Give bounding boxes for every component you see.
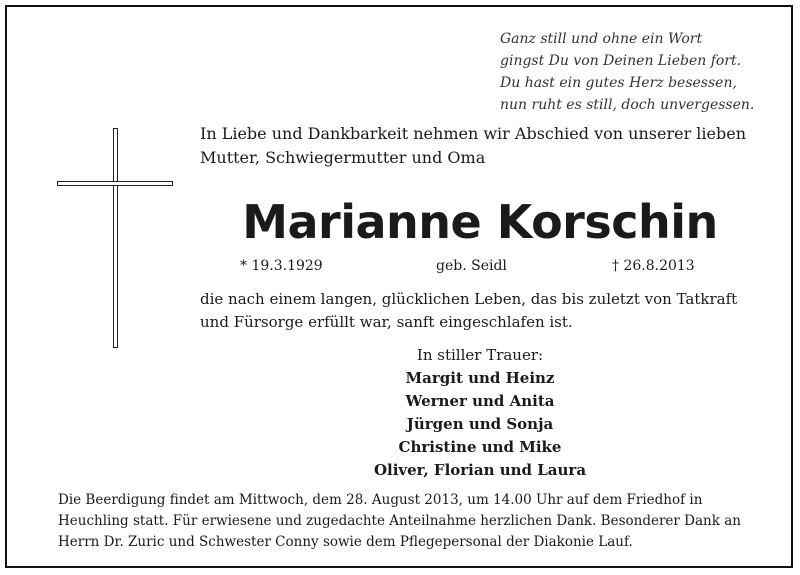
- funeral-line: Heuchling statt. Für erwiesene und zugedachte Anteilnahme herzlichen Dank. Besonderer Dank an: [58, 513, 741, 529]
- mourners-block: [330, 344, 630, 482]
- life-line: die nach einem langen, glücklichen Leben, das bis zuletzt von Tatkraft: [200, 290, 738, 308]
- deceased-name: Marianne Korschin: [242, 195, 718, 249]
- cross-vertical-bar: [113, 128, 118, 348]
- cross-horizontal-bar: [57, 181, 173, 186]
- mourner-family: Christine und Mike: [398, 438, 562, 456]
- death-date: † 26.8.2013: [612, 258, 695, 274]
- funeral-line: Die Beerdigung findet am Mittwoch, dem 28. August 2013, um 14.00 Uhr auf dem Friedhof in: [58, 492, 703, 508]
- intro-line: In Liebe und Dankbarkeit nehmen wir Abschied von unserer lieben: [200, 124, 747, 143]
- poem-line: gingst Du von Deinen Lieben fort.: [500, 53, 742, 69]
- mourners-title: In stiller Trauer:: [416, 346, 544, 364]
- maiden-name: geb. Seidl: [436, 258, 507, 274]
- funeral-line: Herrn Dr. Zuric und Schwester Conny sowie dem Pflegepersonal der Diakonie Lauf.: [58, 534, 633, 550]
- mourner-family: Margit und Heinz: [405, 369, 555, 387]
- mourner-family: Werner und Anita: [405, 392, 555, 410]
- funeral-notice: [58, 490, 788, 553]
- poem: [500, 28, 780, 116]
- poem-line: Ganz still und ohne ein Wort: [500, 31, 703, 47]
- poem-line: Du hast ein gutes Herz besessen,: [500, 75, 737, 91]
- mourner-family: Oliver, Florian und Laura: [373, 461, 587, 479]
- mourner-family: Jürgen und Sonja: [406, 415, 554, 433]
- intro-line: Mutter, Schwiegermutter und Oma: [200, 148, 486, 167]
- life-text: [200, 288, 785, 334]
- life-line: und Fürsorge erfüllt war, sanft eingeschlafen ist.: [200, 313, 573, 331]
- poem-line: nun ruht es still, doch unvergessen.: [500, 97, 755, 113]
- birth-date: * 19.3.1929: [240, 258, 323, 274]
- intro-text: [200, 122, 780, 170]
